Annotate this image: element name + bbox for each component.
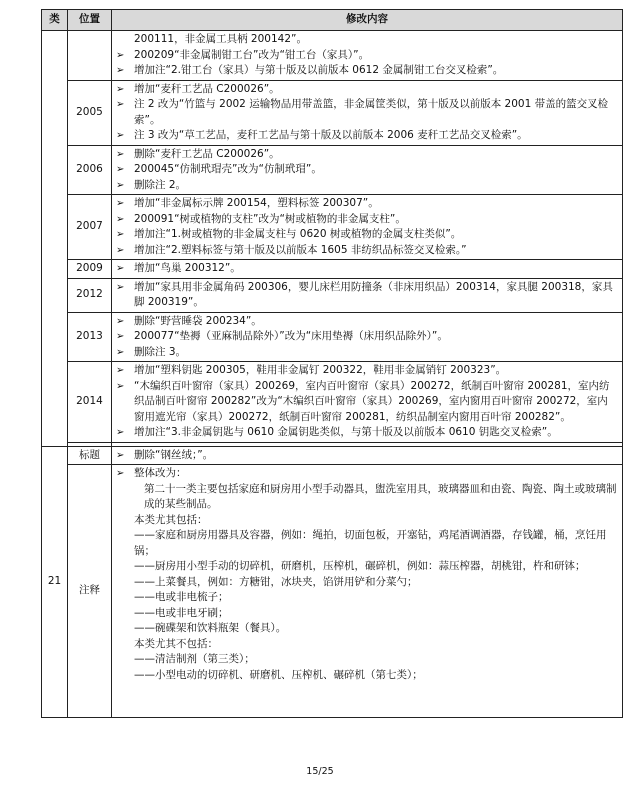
position-cell-title: 标题 — [68, 446, 112, 465]
list-item: ➢ 增加注“2.钳工台（家具）与第十版及以前版本 0612 金属制钳工台交叉检索”。 — [116, 63, 618, 79]
bullet-icon: ➢ — [116, 263, 125, 274]
include-heading: 本类尤其包括： — [134, 513, 208, 526]
list-item: ➢ 增加“家具用非金属角码 200306，婴儿床栏用防撞条（非床用织品）200314，家具腿 200318，家具脚 200319”。 — [116, 280, 613, 308]
year-cell: 2007 — [68, 195, 112, 260]
content-cell — [112, 195, 623, 260]
list-item: ➢ 200091“树或植物的支柱”改为“树或植物的非金属支柱”。 — [116, 212, 618, 228]
list-item: ➢ 增加“鸟巢 200312”。 — [116, 261, 618, 277]
include-item: ——电或非电牙刷； — [134, 606, 229, 619]
list-item: ➢ 200077“垫褥（亚麻制品除外）”改为“床用垫褥（床用织品除外）”。 — [116, 329, 618, 345]
year-cell: 2012 — [68, 278, 112, 312]
bullet-icon: ➢ — [116, 148, 125, 160]
year-cell: 2005 — [68, 80, 112, 145]
bullet-icon: ➢ — [116, 449, 125, 461]
list-item: ➢ 注 2 改为“竹篮与 2002 运输物品用带盖篮，非金属筐类似，第十版及以前版本 2001 带盖的篮交叉检索”。 — [116, 98, 609, 126]
table-row — [42, 362, 623, 443]
class-number-cell: 21 — [42, 446, 68, 718]
bullet-icon: ➢ — [116, 49, 125, 61]
table-row — [42, 80, 623, 145]
content-cell — [112, 31, 623, 81]
include-item: ——厨房用小型手动的切碎机，研磨机，压榨机，碾碎机，例如：蒜压榨器，胡桃钳，杵和研钵； — [134, 560, 586, 572]
position-cell-note: 注释 — [68, 465, 112, 718]
list-item: ➢ 删除注 2。 — [116, 178, 618, 194]
year-cell: 2014 — [68, 362, 112, 443]
header-content: 修改内容 — [112, 10, 623, 31]
bullet-icon: ➢ — [116, 427, 125, 438]
year-cell: 2009 — [68, 260, 112, 279]
bullet-icon: ➢ — [116, 346, 125, 358]
table-header-row — [42, 10, 623, 31]
table-row — [42, 446, 623, 465]
list-item: ➢ 增加注“2.塑料标签与第十版及以前版本 1605 非纺织品标签交叉检索。” — [116, 243, 618, 259]
content-cell — [112, 465, 623, 718]
exclude-heading: 本类尤其不包括： — [134, 637, 218, 650]
list-item: ➢ 增加注“3.非金属钥匙与 0610 金属钥匙类似，与第十版及以前版本 0610 钥匙交叉检索”。 — [116, 425, 618, 441]
amendment-table — [41, 9, 623, 718]
list-item: ➢ 增加“麦秆工艺品 C200026”。 — [116, 82, 618, 98]
content-cell — [112, 278, 623, 312]
include-item: ——家庭和厨房用器具及容器，例如：绳拍，切面包板，开塞钻，鸡尾酒调酒器，存钱罐，桶，烹饪用锅； — [134, 529, 607, 557]
include-item: ——电或非电梳子； — [134, 591, 229, 603]
content-cell — [112, 362, 623, 443]
table-row — [42, 465, 623, 718]
bullet-icon: ➢ — [116, 83, 125, 95]
content-cell — [112, 446, 623, 465]
year-cell — [68, 31, 112, 81]
list-item: ➢ 删除“钢丝绒；”。 — [116, 448, 618, 464]
content-cell — [112, 312, 623, 362]
year-cell: 2006 — [68, 145, 112, 195]
bullet-icon: ➢ — [116, 468, 125, 479]
bullet-icon: ➢ — [116, 198, 125, 209]
list-item: ➢ 200209“非金属制钳工台”改为“钳工台（家具）”。 — [116, 48, 618, 64]
content-line: 200111，非金属工具柄 200142”。 — [134, 33, 307, 45]
class-cell-blank — [42, 31, 68, 447]
note-paragraph: 第二十一类主要包括家庭和厨房用小型手动器具，盥洗室用具，玻璃器皿和由瓷、陶瓷、陶土或玻璃制成的某些制品。 — [144, 482, 617, 510]
bullet-icon: ➢ — [116, 229, 125, 240]
table-row — [42, 278, 623, 312]
bullet-icon: ➢ — [116, 130, 125, 141]
list-item: ➢ 200045“仿制玳瑁壳”改为“仿制玳瑁”。 — [116, 162, 618, 178]
content-cell — [112, 80, 623, 145]
page-number: 15/25 — [306, 766, 334, 777]
table-row — [42, 195, 623, 260]
list-item: ➢ 整体改为： — [116, 466, 618, 482]
include-item: ——上菜餐具，例如：方糖钳，冰块夹，馅饼用铲和分菜勺； — [134, 575, 418, 588]
bullet-icon: ➢ — [116, 164, 125, 175]
list-item: ➢ 删除注 3。 — [116, 345, 618, 361]
list-item: ➢ 删除“麦秆工艺品 C200026”。 — [116, 147, 618, 163]
exclude-item: ——清洁制剂（第三类）； — [134, 653, 255, 665]
table-row — [42, 312, 623, 362]
bullet-icon: ➢ — [116, 244, 125, 256]
content-cell — [112, 145, 623, 195]
bullet-icon: ➢ — [116, 315, 125, 327]
list-item: ➢ 增加“非金属标示牌 200154，塑料标签 200307”。 — [116, 196, 618, 212]
list-item: ➢ 删除“野营睡袋 200234”。 — [116, 314, 618, 330]
bullet-icon: ➢ — [116, 99, 125, 110]
bullet-icon: ➢ — [116, 380, 125, 392]
bullet-icon: ➢ — [116, 281, 125, 293]
table-row — [42, 31, 623, 81]
table-row — [42, 145, 623, 195]
bullet-icon: ➢ — [116, 331, 125, 342]
list-item: ➢ 增加注“1.树或植物的非金属支柱与 0620 树或植物的金属支柱类似”。 — [116, 227, 618, 243]
content-cell — [112, 260, 623, 279]
exclude-item: ——小型电动的切碎机、研磨机、压榨机、碾碎机（第七类）； — [134, 668, 423, 681]
bullet-icon: ➢ — [116, 213, 125, 225]
header-position: 位置 — [68, 10, 112, 31]
header-class: 类 — [42, 10, 68, 31]
bullet-icon: ➢ — [116, 65, 125, 76]
list-item: ➢ 注 3 改为“草工艺品，麦秆工艺品与第十版及以前版本 2006 麦秆工艺品交叉检索”。 — [116, 128, 618, 144]
bullet-icon: ➢ — [116, 179, 125, 191]
list-item: ➢ “木编织百叶窗帘（家具）200269，室内百叶窗帘（家具）200272，纸制百叶窗帘 200281，室内纺织品制百叶窗帘 200282”改为“木编织百叶窗帘（家具）200269，室内窗用百叶窗帘 200272，室内窗用遮光帘（家具）200272，纸制百叶窗帘 200281，纺织品制室内窗用百叶帘 200282”。 — [116, 379, 610, 423]
include-item: ——碗碟架和饮料瓶架（餐具）。 — [134, 622, 287, 634]
list-item: ➢ 增加“塑料钥匙 200305，鞋用非金属钉 200322，鞋用非金属销钉 200323”。 — [116, 363, 618, 379]
table-row — [42, 260, 623, 279]
year-cell: 2013 — [68, 312, 112, 362]
bullet-icon: ➢ — [116, 365, 125, 376]
